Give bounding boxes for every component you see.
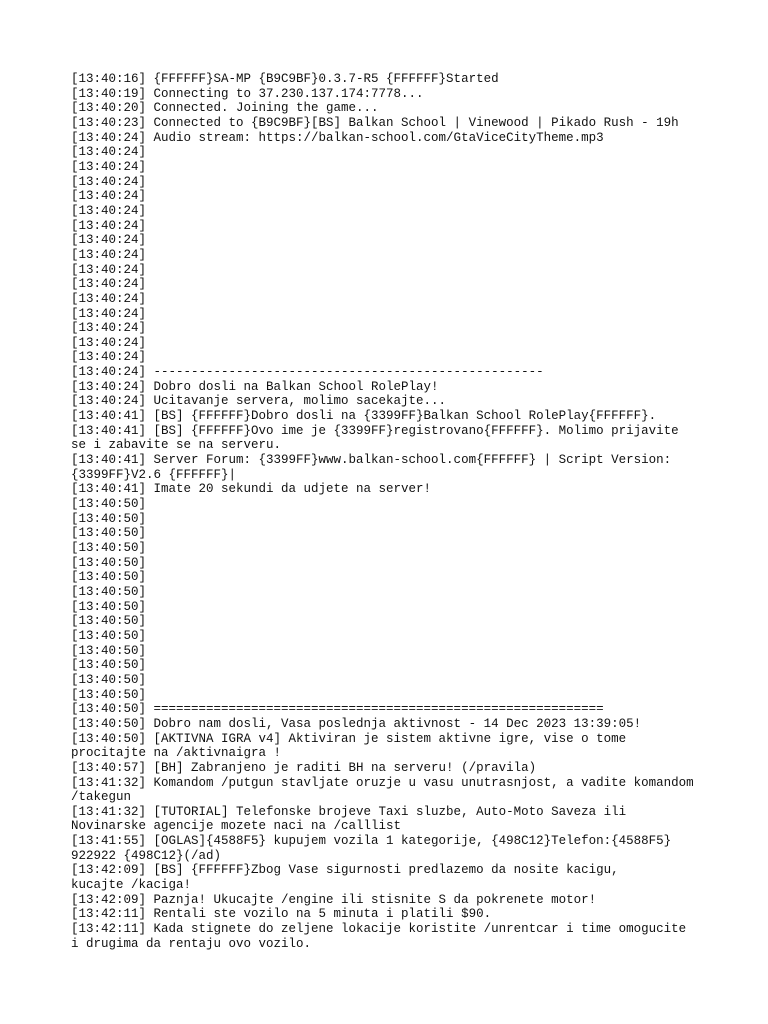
log-line: [13:40:24]	[71, 335, 147, 350]
log-line: [13:40:50]	[71, 658, 147, 673]
log-line: [13:40:50]	[71, 628, 147, 643]
log-line: [13:40:50]	[71, 687, 147, 702]
log-line: [13:40:24]	[71, 277, 147, 292]
log-line: [13:40:23] Connected to {B9C9BF}[BS] Balkan School | Vinewood | Pikado Rush - 19h	[71, 115, 679, 130]
chat-log	[71, 72, 711, 951]
log-line: [13:42:09] Paznja! Ukucajte /engine ili stisnite S da pokrenete motor!	[71, 892, 597, 907]
log-line: [13:42:11] Kada stignete do zeljene lokacije koristite /unrentcar i time omogucite i drugima da rentaju ovo vozilo.	[71, 922, 687, 951]
log-line: [13:40:50]	[71, 511, 147, 526]
log-line: [13:40:41] [BS] {FFFFFF}Ovo ime je {3399FF}registrovano{FFFFFF}. Molimo prijavite se i zabavite se na serveru.	[71, 423, 679, 453]
log-line: [13:41:55] [OGLAS]{4588F5} kupujem vozila 1 kategorije, {498C12}Telefon:{4588F5} 922922 {498C12}(/ad)	[71, 834, 672, 863]
log-line: [13:40:24] Ucitavanje servera, molimo sacekajte...	[71, 394, 447, 409]
log-line: [13:40:24]	[71, 159, 147, 174]
log-line: [13:41:32] [TUTORIAL] Telefonske brojeve Taxi sluzbe, Auto-Moto Saveza ili Novinarske agencije mozete naci na /calllist	[71, 804, 627, 834]
log-line: [13:40:24]	[71, 291, 147, 306]
log-line: [13:40:50]	[71, 497, 147, 512]
log-line: [13:40:50]	[71, 541, 147, 555]
log-line: [13:40:19] Connecting to 37.230.137.174:7778...	[71, 86, 424, 101]
log-line: [13:40:24]	[71, 189, 147, 204]
log-line: [13:42:11] Rentali ste vozilo na 5 minuta i platili $90.	[71, 907, 492, 922]
log-line: [13:40:20] Connected. Joining the game...	[71, 101, 379, 116]
log-line: [13:40:50]	[71, 555, 147, 570]
log-line: [13:40:50]	[71, 584, 147, 599]
log-line: [13:41:32] Komandom /putgun stavljate oruzje u vasu unutrasnjost, a vadite komandom /takegun	[71, 775, 694, 805]
log-line: [13:40:24]	[71, 174, 147, 189]
log-line: [13:40:50]	[71, 526, 147, 541]
log-line: [13:40:24]	[71, 262, 147, 277]
log-line: [13:40:50] ============================================================	[71, 702, 604, 717]
log-line: [13:40:41] [BS] {FFFFFF}Dobro dosli na {3399FF}Balkan School RolePlay{FFFFFF}.	[71, 409, 657, 424]
log-line: [13:40:24]	[71, 350, 147, 365]
log-line: [13:40:50]	[71, 570, 147, 585]
log-line: [13:40:24]	[71, 218, 147, 233]
log-line: [13:40:50] Dobro nam dosli, Vasa poslednja aktivnost - 14 Dec 2023 13:39:05!	[71, 716, 642, 731]
log-line: [13:40:16] {FFFFFF}SA-MP {B9C9BF}0.3.7-R5 {FFFFFF}Started	[71, 72, 499, 86]
log-line: [13:40:50]	[71, 672, 147, 687]
log-line: [13:40:50]	[71, 643, 147, 658]
log-line: [13:40:24]	[71, 145, 147, 160]
log-line: [13:40:50]	[71, 614, 147, 629]
log-line: [13:40:24]	[71, 203, 147, 218]
log-line: [13:40:24]	[71, 306, 147, 321]
log-line: [13:40:24]	[71, 233, 147, 248]
log-line: [13:40:24] Audio stream: https://balkan-school.com/GtaViceCityTheme.mp3	[71, 130, 604, 145]
log-line: [13:40:57] [BH] Zabranjeno je raditi BH na serveru! (/pravila)	[71, 760, 537, 775]
log-line: [13:40:50]	[71, 599, 147, 614]
log-line: [13:40:24] ----------------------------------------------------	[71, 365, 544, 380]
log-line: [13:40:41] Server Forum: {3399FF}www.balkan-school.com{FFFFFF} | Script Version: {3399FF}V2.6 {FFFFFF}|	[71, 453, 672, 482]
log-line: [13:40:41] Imate 20 sekundi da udjete na server!	[71, 482, 432, 497]
log-line: [13:42:09] [BS] {FFFFFF}Zbog Vase sigurnosti predlazemo da nosite kacigu, kucajte /kaciga!	[71, 863, 619, 893]
log-line: [13:40:24]	[71, 247, 147, 262]
log-line: [13:40:24]	[71, 321, 147, 336]
log-line: [13:40:24] Dobro dosli na Balkan School RolePlay!	[71, 379, 439, 394]
log-line: [13:40:50] [AKTIVNA IGRA v4] Aktiviran je sistem aktivne igre, vise o tome procitajte na /aktivnaigra !	[71, 731, 627, 761]
